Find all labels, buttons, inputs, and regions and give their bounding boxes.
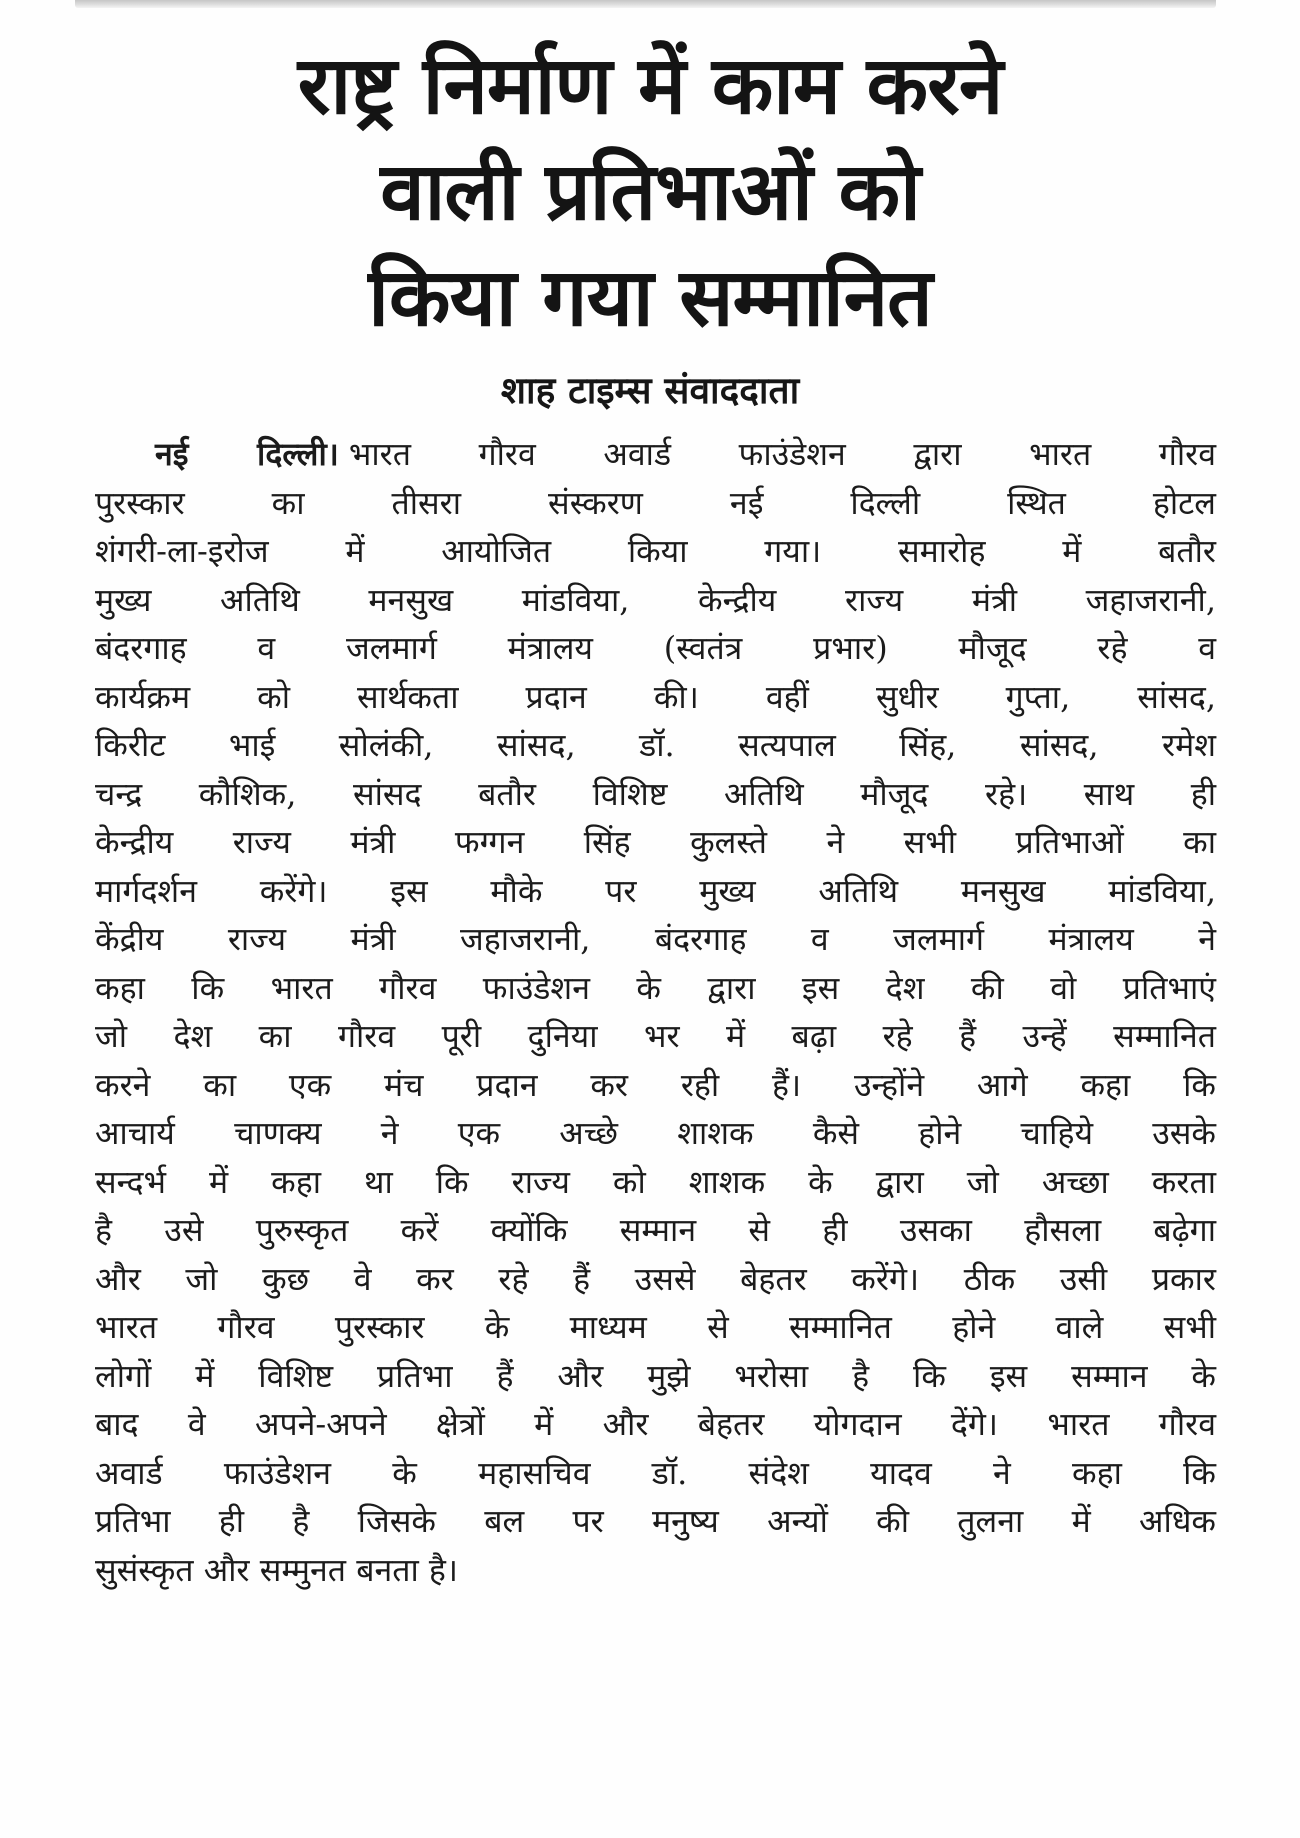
body-line: सन्दर्भ में कहा था कि राज्य को शाशक के द्वारा जो अच्छा करता [95,1162,1216,1201]
headline-line-3: किया गया सम्मानित [368,250,932,344]
body-line: कहा कि भारत गौरव फाउंडेशन के द्वारा इस देश की वो प्रतिभाएं [95,968,1216,1007]
body-line: मुख्य अतिथि मनसुख मांडविया, केन्द्रीय राज्य मंत्री जहाजरानी, [95,580,1216,619]
headline-line-1: राष्ट्र निर्माण में काम करने [297,38,1003,132]
body-line: केंद्रीय राज्य मंत्री जहाजरानी, बंदरगाह व जलमार्ग मंत्रालय ने [95,920,1216,958]
body-line: आचार्य चाणक्य ने एक अच्छे शाशक कैसे होने चाहिये उसके [95,1114,1216,1152]
body-line: चन्द्र कौशिक, सांसद बतौर विशिष्ट अतिथि मौजूद रहे। साथ ही [95,774,1216,813]
scan-edge-artifact [75,0,1216,8]
body-line: पुरस्कार का तीसरा संस्करण नई दिल्ली स्थित होटल [95,483,1216,522]
body-line: बाद वे अपने-अपने क्षेत्रों में और बेहतर योगदान देंगे। भारत गौरव [95,1405,1216,1443]
body-line: अवार्ड फाउंडेशन के महासचिव डॉ. संदेश यादव ने कहा कि [95,1453,1216,1492]
article-body [95,430,1216,1594]
body-line: सुसंस्कृत और सम्मुनत बनता है। [95,1550,459,1589]
body-line: और जो कुछ वे कर रहे हैं उससे बेहतर करेंगे। ठीक उसी प्रकार [95,1259,1216,1298]
body-line: बंदरगाह व जलमार्ग मंत्रालय (स्वतंत्र प्रभार) मौजूद रहे व [95,629,1216,667]
dateline: नई दिल्ली। [155,435,339,473]
body-line: मार्गदर्शन करेंगे। इस मौके पर मुख्य अतिथि मनसुख मांडविया, [95,871,1216,910]
body-line: लोगों में विशिष्ट प्रतिभा हैं और मुझे भरोसा है कि इस सम्मान के [95,1356,1216,1395]
body-lines [95,479,1216,1595]
headline-line-2: वाली प्रतिभाओं को [380,144,920,238]
body-first-line [95,430,1216,479]
body-line: केन्द्रीय राज्य मंत्री फग्गन सिंह कुलस्ते ने सभी प्रतिभाओं का [95,823,1216,861]
body-line: करने का एक मंच प्रदान कर रही हैं। उन्होंने आगे कहा कि [95,1065,1216,1104]
body-line: किरीट भाई सोलंकी, सांसद, डॉ. सत्यपाल सिंह, सांसद, रमेश [95,726,1216,764]
body-line: शंगरी-ला-इरोज में आयोजित किया गया। समारोह में बतौर [95,532,1216,570]
body-line: जो देश का गौरव पूरी दुनिया भर में बढ़ा रहे हैं उन्हें सम्मानित [95,1017,1216,1055]
body-line: प्रतिभा ही है जिसके बल पर मनुष्य अन्यों की तुलना में अधिक [95,1502,1216,1540]
body-line: भारत गौरव पुरस्कार के माध्यम से सम्मानित होने वाले सभी [95,1308,1216,1346]
byline: शाह टाइम्स संवाददाता [500,368,800,412]
headline [30,32,1270,350]
first-line-text: भारत गौरव अवार्ड फाउंडेशन द्वारा भारत गौरव [348,435,1217,473]
body-line: है उसे पुरुस्कृत करें क्योंकि सम्मान से ही उसका हौसला बढ़ेगा [95,1211,1216,1249]
body-line: कार्यक्रम को सार्थकता प्रदान की। वहीं सुधीर गुप्ता, सांसद, [95,677,1216,716]
